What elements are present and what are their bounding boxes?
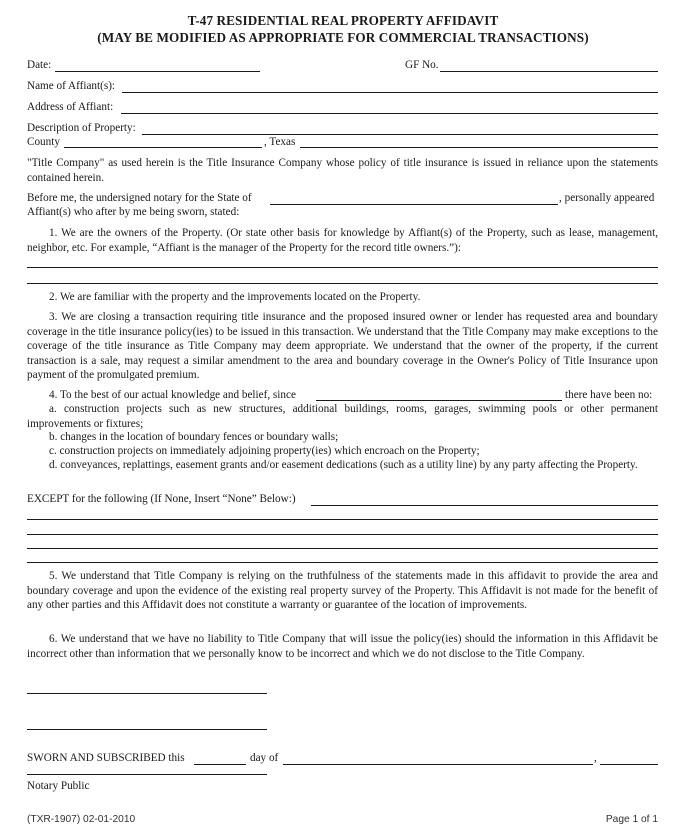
gf-number-label: GF No. [405,59,439,71]
affiant-name-label: Name of Affiant(s): [27,80,116,92]
except-line[interactable] [27,534,658,535]
notary-signature-line[interactable] [27,774,267,775]
property-description-label: Description of Property: [27,122,136,134]
item-5-text: 5. We understand that Title Company is relying on the truthfulness of the statements made in this affidavit to provide the area and boundary coverage and upon the evidence of the existing real property survey of the Property. This Affidavit is not made for the benefit of any other parties and this Affidavit does not constitute a warranty or guarantee of the location of improvements. [27,570,658,611]
item-4c-text: c. construction projects on immediately adjoining property(ies) which encroach on the Property; [49,445,480,457]
since-date-field[interactable] [316,400,562,401]
except-line[interactable] [27,562,658,563]
sworn-comma: , [594,752,597,764]
texas-label: , Texas [264,136,296,148]
except-label: EXCEPT for the following (If None, Insert “None” Below:) [27,493,296,505]
date-field[interactable] [55,71,260,72]
county-field[interactable] [64,147,262,148]
except-line[interactable] [27,519,658,520]
form-code: (TXR-1907) 02-01-2010 [27,814,136,825]
gf-number-field[interactable] [440,71,658,72]
item-4-suffix: there have been no: [565,389,653,401]
affiant-address-label: Address of Affiant: [27,101,114,113]
affiant-name-field[interactable] [122,92,658,93]
sworn-day-field[interactable] [194,764,246,765]
county-label: County [27,136,60,148]
page-number: Page 1 of 1 [605,814,658,825]
except-line[interactable] [27,548,658,549]
form-title: T-47 RESIDENTIAL REAL PROPERTY AFFIDAVIT [187,13,499,28]
personally-appeared-text: , personally appeared [559,192,655,204]
item-4b-text: b. changes in the location of boundary fences or boundary walls; [49,431,339,443]
sworn-subscribed-label: SWORN AND SUBSCRIBED this [27,752,185,764]
sworn-month-field[interactable] [283,764,593,765]
date-label: Date: [27,59,52,71]
county-extra-line[interactable] [300,147,658,148]
item-6-text: 6. We understand that we have no liability to Title Company that will issue the policy(ies) should the information in this Affidavit be incorrect other than information that we personally know to be incorrect and which we do not disclose to the Title Company. [27,633,658,660]
before-me-text: Before me, the undersigned notary for the State of [27,192,252,204]
property-description-field[interactable] [142,134,658,135]
item-4d-text: d. conveyances, replattings, easement grants and/or easement dedications (such as a utility line) by any party affecting the Property. [49,459,638,471]
sworn-year-field[interactable] [600,764,658,765]
affiant-address-field[interactable] [121,113,658,114]
day-of-label: day of [250,752,279,764]
item-4a-text: a. construction projects such as new structures, additional buildings, rooms, garages, swimming pools or other permanent improvements or fixtures; [27,403,658,430]
item-1-text: 1. We are the owners of the Property. (Or state other basis for knowledge by Affiant(s) of the Property, such as lease, management, neighbor, etc. For example, “Affiant is the manager of the Property for the record title owners.”): [27,227,658,254]
item-1-answer-line[interactable] [27,267,658,268]
notary-public-label: Notary Public [27,780,90,792]
affiant-signature-line-2[interactable] [27,729,267,730]
item-3-text: 3. We are closing a transaction requiring title insurance and the proposed insured owner or lender has requested area and boundary coverage in the title insurance policy(ies) to be issued in this transaction. We understand that the Title Company may make exceptions to the coverage of the title insurance as Title Company may deem appropriate. We understand that the owner of the property, if the current transaction is a sale, may request a similar amendment to the area and boundary coverage in the Owner's Policy of Title Insurance upon payment of the promulgated premium. [27,311,658,381]
form-subtitle: (MAY BE MODIFIED AS APPROPRIATE FOR COMMERCIAL TRANSACTIONS) [97,30,589,45]
except-field[interactable] [311,505,658,506]
state-field[interactable] [270,204,558,205]
item-1-answer-line[interactable] [27,283,658,284]
item-2-text: 2. We are familiar with the property and the improvements located on the Property. [49,291,421,303]
item-4-prefix: 4. To the best of our actual knowledge and belief, since [49,389,296,401]
title-company-definition: "Title Company" as used herein is the Title Insurance Company whose policy of title insurance is issued in reliance upon the statements contained herein. [27,157,658,184]
sworn-stated-text: Affiant(s) who after by me being sworn, stated: [27,206,240,218]
affiant-signature-line[interactable] [27,693,267,694]
